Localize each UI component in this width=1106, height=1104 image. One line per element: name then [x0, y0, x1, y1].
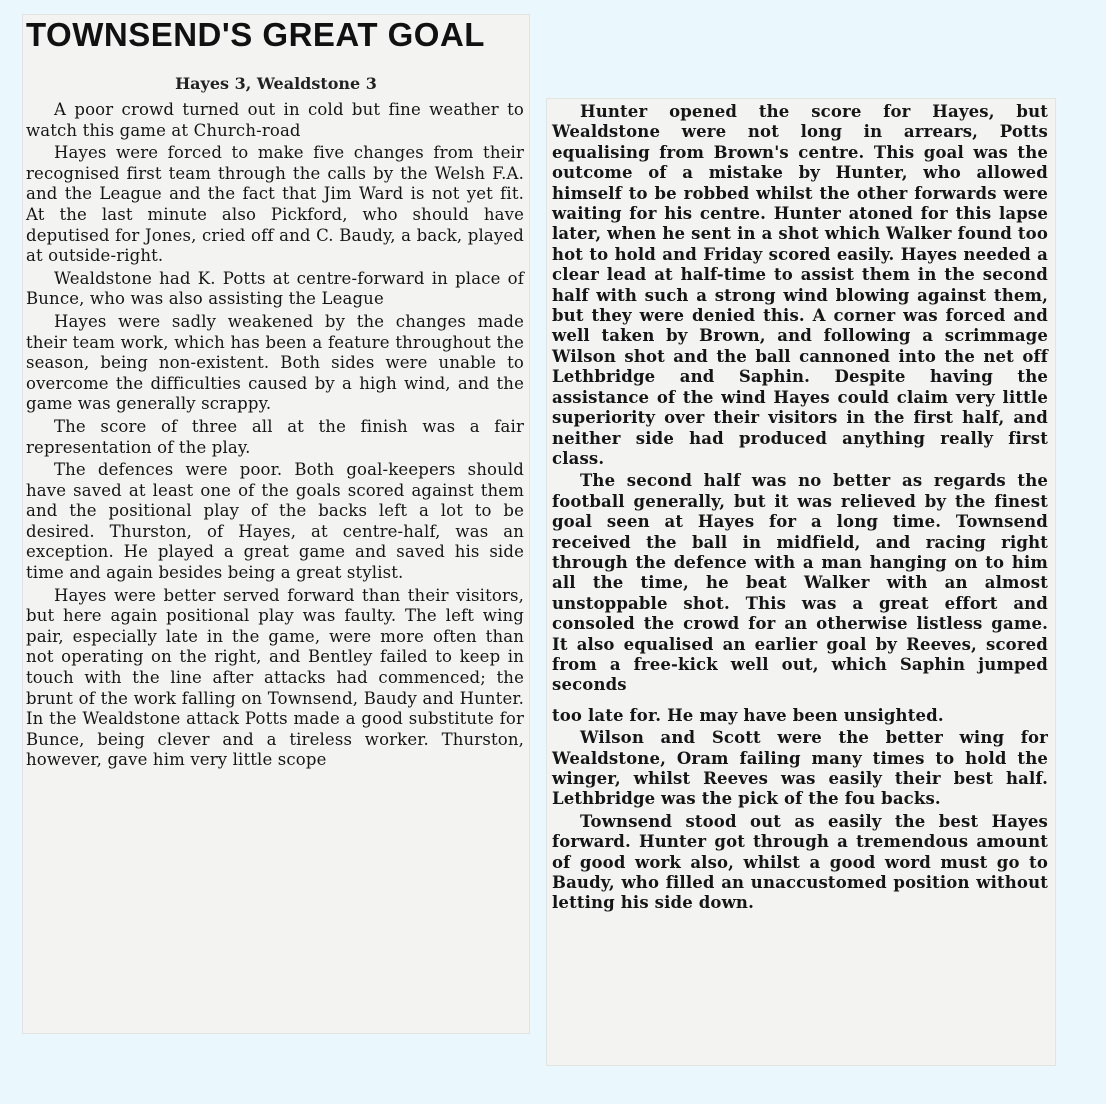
- match-score-subheadline: Hayes 3, Wealdstone 3: [175, 74, 377, 93]
- paragraph: Hayes were better served forward than their visitors, but here again positional play was faulty. The left wing pair, especially late in the game, were more often than not operating on the right, and Bentley failed to keep in touch with the line after attacks had commenced; the brunt of the work falling on Townsend, Baudy and Hunter. In the Wealdstone attack Potts made a good substitute for Bunce, being clever and a tireless worker. Thurston, however, gave him very little scope: [26, 585, 524, 770]
- paragraph: Wilson and Scott were the better wing for Wealdstone, Oram failing many times to hold the winger, whilst Reeves was easily their best half. Lethbridge was the pick of the fou backs.: [552, 728, 1048, 809]
- paragraph: A poor crowd turned out in cold but fine weather to watch this game at Church-road: [26, 100, 524, 140]
- paragraph: Hayes were sadly weakened by the changes made their team work, which has been a feature throughout the season, being non-existent. Both sides were unable to overcome the difficulties caused by a high wind, and the game was generally scrappy.: [26, 311, 524, 414]
- paragraph: Townsend stood out as easily the best Hayes forward. Hunter got through a tremendous amount of good work also, whilst a good word must go to Baudy, who filled an unaccustomed position without letting his side down.: [552, 811, 1048, 913]
- paragraph: too late for. He may have been unsighted.: [552, 705, 944, 725]
- paragraph: The score of three all at the finish was a fair representation of the play.: [26, 416, 524, 457]
- headline: TOWNSEND'S GREAT GOAL: [26, 16, 485, 53]
- paragraph: The defences were poor. Both goal-keepers should have saved at least one of the goals scored against them and the positional play of the backs left a lot to be desired. Thurston, of Hayes, at centre-half, was an exception. He played a great game and saved his side time and again besides being a great stylist.: [26, 460, 524, 583]
- paragraph: Hayes were forced to make five changes from their recognised first team through the calls by the Welsh F.A. and the League and the fact that Jim Ward is not yet fit. At the last minute also Pickford, who should have deputised for Jones, cried off and C. Baudy, a back, played at outside-right.: [26, 143, 524, 266]
- article-clipping-right: [546, 98, 1056, 1066]
- left-column-text: [26, 100, 524, 771]
- paragraph: Hunter opened the score for Hayes, but Wealdstone were not long in arrears, Potts equalising from Brown's centre. This goal was the outcome of a mistake by Hunter, who allowed himself to be robbed whilst the other forwards were waiting for his centre. Hunter atoned for this lapse later, when he sent in a shot which Walker found too hot to hold and Friday scored easily. Hayes needed a clear lead at half-time to assist them in the second half with such a strong wind blowing against them, but they were denied this. A corner was forced and well taken by Brown, and following a scrimmage Wilson shot and the ball cannoned into the net off Lethbridge and Saphin. Despite having the assistance of the wind Hayes could claim very little superiority over their visitors in the first half, and neither side had produced anything really first class.: [552, 102, 1048, 468]
- paragraph: The second half was no better as regards the football generally, but it was relieved by the finest goal seen at Hayes for a long time. Townsend received the ball in midfield, and racing right through the defence with a man hanging on to him all the time, he beat Walker with an almost unstoppable shot. This was a great effort and consoled the crowd for an otherwise listless game. It also equalised an earlier goal by Reeves, scored from a free-kick well out, which Saphin jumped seconds: [552, 471, 1048, 695]
- article-clipping-left: [22, 14, 530, 1034]
- right-column-text: [552, 102, 1048, 914]
- column-break: [552, 696, 1048, 706]
- paragraph: Wealdstone had K. Potts at centre-forward in place of Bunce, who was also assisting the League: [26, 268, 524, 309]
